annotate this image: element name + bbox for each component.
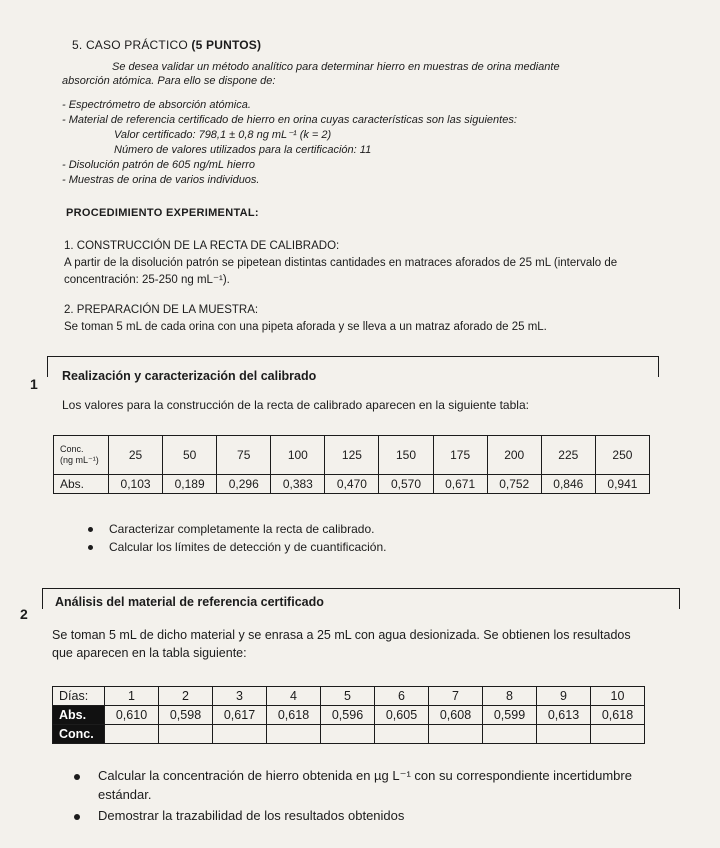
procedure-step-2 (64, 302, 634, 336)
conc-cell (105, 725, 159, 744)
abs-cell: 0,383 (271, 475, 325, 494)
list-item: Demostrar la trazabilidad de los resultados obtenidos (74, 806, 654, 825)
conc-cell: 50 (163, 436, 217, 475)
conc-cell: 100 (271, 436, 325, 475)
abs-cell: 0,610 (105, 706, 159, 725)
title-text: 5. CASO PRÁCTICO (72, 38, 192, 52)
table-row (53, 706, 645, 725)
day-cell: 6 (375, 687, 429, 706)
abs-cell: 0,618 (591, 706, 645, 725)
day-cell: 9 (537, 687, 591, 706)
intro-item: - Disolución patrón de 605 ng/mL hierro (62, 159, 256, 171)
day-cell: 7 (429, 687, 483, 706)
conc-cell (159, 725, 213, 744)
conc-cell: 125 (325, 436, 379, 475)
bullet-icon (74, 774, 80, 780)
abs-cell: 0,617 (213, 706, 267, 725)
conc-cell: 175 (433, 436, 487, 475)
abs-cell: 0,846 (541, 475, 595, 494)
procedure-step-1 (64, 238, 624, 289)
conc-cell: 250 (595, 436, 649, 475)
section-1-number: 1 (30, 376, 38, 392)
day-cell: 4 (267, 687, 321, 706)
table-row (54, 475, 650, 494)
table-row (54, 436, 650, 475)
abs-cell: 0,103 (109, 475, 163, 494)
abs-cell: 0,941 (595, 475, 649, 494)
intro-item: - Espectrómetro de absorción atómica. (62, 99, 251, 111)
intro-list (62, 98, 602, 188)
bullet-icon (88, 545, 93, 550)
intro-item: - Material de referencia certificado de hierro en orina cuyas características son las siguientes: (62, 114, 517, 126)
abs-cell: 0,189 (163, 475, 217, 494)
intro-subitem: Número de valores utilizados para la certificación: 11 (114, 144, 372, 156)
intro-item: - Muestras de orina de varios individuos. (62, 174, 260, 186)
days-label: Días: (53, 687, 105, 706)
abs-cell: 0,608 (429, 706, 483, 725)
section-2-intro: Se toman 5 mL de dicho material y se enrasa a 25 mL con agua desionizada. Se obtienen los resultados que aparecen en la tabla siguiente: (52, 628, 631, 660)
abs-cell: 0,671 (433, 475, 487, 494)
conc-cell (591, 725, 645, 744)
row-label: Abs. (54, 475, 109, 494)
list-item: Caracterizar completamente la recta de calibrado. (88, 520, 386, 538)
intro-paragraph: Se desea validar un método analítico para determinar hierro en muestras de orina mediante absorción atómica. Para ello se dispone de: (62, 61, 560, 87)
conc-cell (267, 725, 321, 744)
section-1-intro: Los valores para la construcción de la recta de calibrado aparecen en la siguiente tabla: (62, 398, 529, 412)
day-cell: 2 (159, 687, 213, 706)
section-2-box (42, 588, 680, 609)
conc-cell: 25 (109, 436, 163, 475)
section-1-box (47, 356, 659, 383)
day-cell: 10 (591, 687, 645, 706)
step-1-title: 1. CONSTRUCCIÓN DE LA RECTA DE CALIBRADO: (64, 240, 340, 252)
conc-cell (375, 725, 429, 744)
abs-cell: 0,596 (321, 706, 375, 725)
abs-cell: 0,570 (379, 475, 433, 494)
bullet-icon (88, 527, 93, 532)
abs-cell: 0,613 (537, 706, 591, 725)
title-points: (5 PUNTOS) (191, 38, 262, 52)
conc-label: Conc. (53, 725, 105, 744)
bullet-icon (74, 814, 80, 820)
list-item: Calcular los límites de detección y de cuantificación. (88, 538, 386, 556)
conc-cell: 75 (217, 436, 271, 475)
day-cell: 1 (105, 687, 159, 706)
step-2-title: 2. PREPARACIÓN DE LA MUESTRA: (64, 304, 259, 316)
conc-cell: 150 (379, 436, 433, 475)
conc-cell: 200 (487, 436, 541, 475)
abs-cell: 0,296 (217, 475, 271, 494)
procedure-heading: PROCEDIMIENTO EXPERIMENTAL: (66, 207, 259, 219)
abs-cell: 0,599 (483, 706, 537, 725)
abs-cell: 0,598 (159, 706, 213, 725)
section-1-title: Realización y caracterización del calibrado (62, 369, 317, 383)
step-1-text: A partir de la disolución patrón se pipetean distintas cantidades en matraces aforados de 25 mL (intervalo de concentración: 25-250 ng mL⁻¹). (64, 257, 618, 286)
conc-cell (429, 725, 483, 744)
conc-cell: 225 (541, 436, 595, 475)
abs-cell: 0,470 (325, 475, 379, 494)
table-row (53, 725, 645, 744)
section-1-bullets (88, 520, 386, 556)
conc-cell (483, 725, 537, 744)
abs-cell: 0,605 (375, 706, 429, 725)
table-header-cell: Conc. (ng mL⁻¹) (54, 436, 109, 475)
abs-cell: 0,752 (487, 475, 541, 494)
conc-cell (213, 725, 267, 744)
section-2-number: 2 (20, 606, 28, 622)
conc-cell (537, 725, 591, 744)
page-title (72, 38, 261, 52)
day-cell: 8 (483, 687, 537, 706)
table-row (53, 687, 645, 706)
reference-material-table (52, 686, 645, 744)
day-cell: 3 (213, 687, 267, 706)
calibration-table (53, 435, 650, 494)
abs-cell: 0,618 (267, 706, 321, 725)
section-2-bullets (74, 766, 654, 825)
abs-label: Abs. (53, 706, 105, 725)
step-2-text: Se toman 5 mL de cada orina con una pipeta aforada y se lleva a un matraz aforado de 25 mL. (64, 321, 547, 333)
list-item: Calcular la concentración de hierro obtenida en µg L⁻¹ con su correspondiente incertidumbre estándar. (74, 766, 654, 804)
conc-cell (321, 725, 375, 744)
day-cell: 5 (321, 687, 375, 706)
intro-subitem: Valor certificado: 798,1 ± 0,8 ng mL⁻¹ (k = 2) (114, 129, 332, 141)
section-2-title: Análisis del material de referencia certificado (55, 595, 324, 609)
